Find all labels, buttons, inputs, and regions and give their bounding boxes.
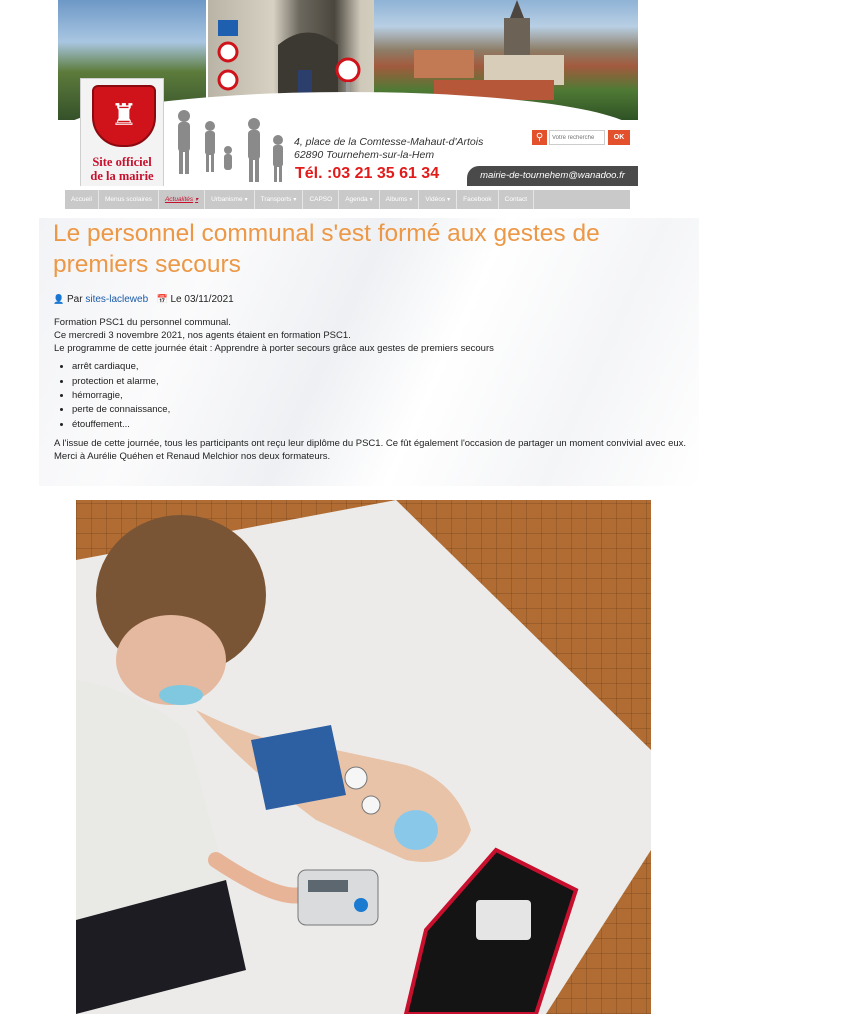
nav-label: Urbanisme	[211, 196, 243, 203]
outro-line: A l'issue de cette journée, tous les participants ont reçu leur diplôme du PSC1. Ce fût également l'occasion de partager un moment convivial avec eux.	[54, 437, 687, 449]
nav-label: CAPSO	[309, 196, 333, 203]
aed-screen	[308, 880, 348, 892]
nav-label: Agenda	[345, 196, 368, 203]
training-topics-list	[54, 360, 694, 431]
search-ok-button[interactable]: OK	[608, 130, 630, 145]
phone-number: Tél. :03 21 35 61 34	[295, 165, 440, 182]
outro-line: Merci à Aurélie Quéhen et Renaud Melchior nos deux formateurs.	[54, 450, 331, 462]
nav-item-menus-scolaires[interactable]	[99, 190, 159, 209]
user-icon: 👤	[53, 294, 65, 304]
search-icon[interactable]: ⚲	[532, 130, 547, 145]
nav-item-urbanisme[interactable]	[205, 190, 254, 209]
nav-label: Albums	[385, 196, 408, 203]
author-link[interactable]: sites-lacleweb	[85, 294, 149, 305]
manikin-shorts	[251, 725, 346, 810]
search-input[interactable]	[549, 130, 605, 145]
nav-item-videos[interactable]	[419, 190, 457, 209]
cpr-training-photo[interactable]	[76, 500, 651, 1014]
list-item: • perte de connaissance,	[72, 403, 694, 417]
crest-caption-line2: de la mairie	[90, 169, 154, 183]
nav-label: Actualités	[164, 196, 194, 203]
nav-item-capso[interactable]	[303, 190, 339, 209]
site-header-banner	[58, 0, 638, 186]
list-item: • protection et alarme,	[72, 375, 694, 389]
nav-item-agenda[interactable]	[339, 190, 379, 209]
address-line2: 62890 Tournehem-sur-la-Hem	[294, 149, 435, 161]
article-date: Le 03/11/2021	[170, 294, 234, 305]
article-body	[54, 317, 694, 463]
nav-label: Vidéos	[425, 196, 446, 203]
electrode-pad	[345, 767, 367, 789]
crest-caption-line1: Site officiel	[92, 155, 152, 169]
nav-item-transports[interactable]	[255, 190, 304, 209]
nav-item-actualites[interactable]	[159, 190, 205, 209]
trainee-mask	[159, 685, 203, 705]
nav-label: Menus scolaires	[104, 196, 152, 203]
nav-label: Accueil	[71, 196, 92, 203]
chevron-down-icon: ▾	[409, 197, 413, 203]
nav-label: Facebook	[463, 196, 492, 203]
nav-item-accueil[interactable]	[65, 190, 99, 209]
aed-shock-button	[354, 898, 368, 912]
chevron-down-icon: ▾	[447, 197, 451, 203]
list-item: • hémorragie,	[72, 389, 694, 403]
main-navigation	[65, 190, 630, 209]
intro-line: Ce mercredi 3 novembre 2021, nos agents étaient en formation PSC1.	[54, 329, 351, 341]
nav-item-albums[interactable]	[380, 190, 420, 209]
nav-label: Contact	[504, 196, 528, 203]
author-prefix: Par	[67, 294, 83, 305]
email-link[interactable]: mairie-de-tournehem@wanadoo.fr	[467, 166, 638, 186]
article-title: Le personnel communal s'est formé aux gestes de premiers secours	[53, 220, 600, 278]
nav-item-contact[interactable]	[499, 190, 534, 209]
family-silhouettes-icon	[166, 104, 298, 186]
castle-crest-icon: ♜	[92, 85, 156, 147]
article-meta	[53, 294, 234, 305]
chevron-down-icon: ▾	[293, 197, 297, 203]
aed-case-contents	[476, 900, 531, 940]
list-item: • arrêt cardiaque,	[72, 360, 694, 374]
chevron-down-icon: ▾	[244, 197, 248, 203]
address-line1: 4, place de la Comtesse-Mahaut-d'Artois	[294, 136, 484, 148]
cpr-photo-illustration	[76, 500, 651, 1014]
nav-label: Transports	[260, 196, 292, 203]
electrode-pad	[362, 796, 380, 814]
aed-device	[298, 870, 378, 925]
nav-item-facebook[interactable]	[457, 190, 499, 209]
intro-line: Formation PSC1 du personnel communal.	[54, 317, 231, 328]
intro-line: Le programme de cette journée était : Apprendre à porter secours grâce aux gestes de premiers secours	[54, 342, 494, 354]
list-item: • étouffement...	[72, 418, 694, 432]
town-crest-card[interactable]	[80, 78, 164, 186]
chevron-down-icon: ▾	[369, 197, 373, 203]
chevron-down-icon: ▾	[195, 197, 199, 203]
manikin-mask	[394, 810, 438, 850]
calendar-icon: 📅	[156, 294, 168, 304]
